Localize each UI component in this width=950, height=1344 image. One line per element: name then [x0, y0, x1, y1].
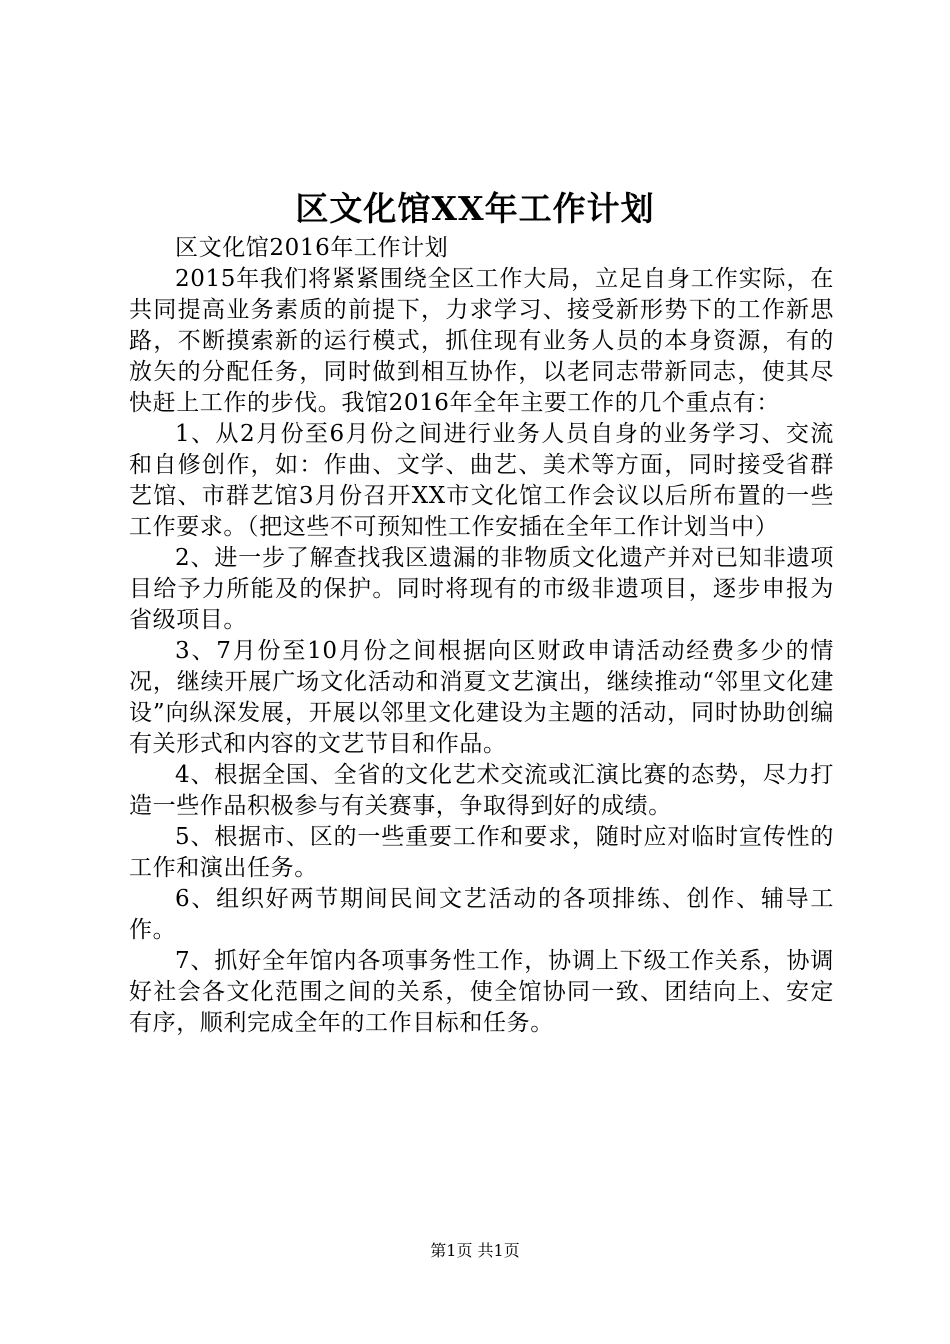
document-body: [129, 233, 834, 1039]
plan-item-4: 4、根据全国、全省的文化艺术交流或汇演比赛的态势，尽力打造一些作品积极参与有关赛事，争取得到好的成绩。: [129, 762, 834, 819]
plan-item-7: 7、抓好全年馆内各项事务性工作，协调上下级工作关系，协调好社会各文化范围之间的关系，使全馆协同一致、团结向上、安定有序，顺利完成全年的工作目标和任务。: [129, 948, 834, 1036]
plan-item-3: 3、7月份至10月份之间根据向区财政申请活动经费多少的情况，继续开展广场文化活动和消夏文艺演出，继续推动“邻里文化建设”向纵深发展，开展以邻里文化建设为主题的活动，同时协助创编有关形式和内容的文艺节目和作品。: [129, 638, 834, 757]
plan-item-1: 1、从2月份至6月份之间进行业务人员自身的业务学习、交流和自修创作，如：作曲、文学、曲艺、美术等方面，同时接受省群艺馆、市群艺馆3月份召开XX市文化馆工作会议以后所布置的一些工作要求。（把这些不可预知性工作安插在全年工作计划当中）: [129, 421, 834, 540]
plan-item-6: 6、组织好两节期间民间文艺活动的各项排练、创作、辅导工作。: [129, 886, 834, 943]
page-number-footer: 第1页 共1页: [430, 1241, 520, 1260]
subtitle-paragraph: 区文化馆2016年工作计划: [175, 235, 449, 261]
plan-item-2: 2、进一步了解查找我区遗漏的非物质文化遗产并对已知非遗项目给予力所能及的保护。同时将现有的市级非遗项目，逐步申报为省级项目。: [129, 545, 834, 633]
document-title: 区文化馆XX年工作计划: [295, 189, 655, 228]
intro-paragraph: 2015年我们将紧紧围绕全区工作大局，立足自身工作实际，在共同提高业务素质的前提下，力求学习、接受新形势下的工作新思路，不断摸索新的运行模式，抓住现有业务人员的本身资源，有的放矢的分配任务，同时做到相互协作，以老同志带新同志，使其尽快赶上工作的步伐。我馆2016年全年主要工作的几个重点有：: [129, 266, 834, 416]
plan-item-5: 5、根据市、区的一些重要工作和要求，随时应对临时宣传性的工作和演出任务。: [129, 824, 834, 881]
